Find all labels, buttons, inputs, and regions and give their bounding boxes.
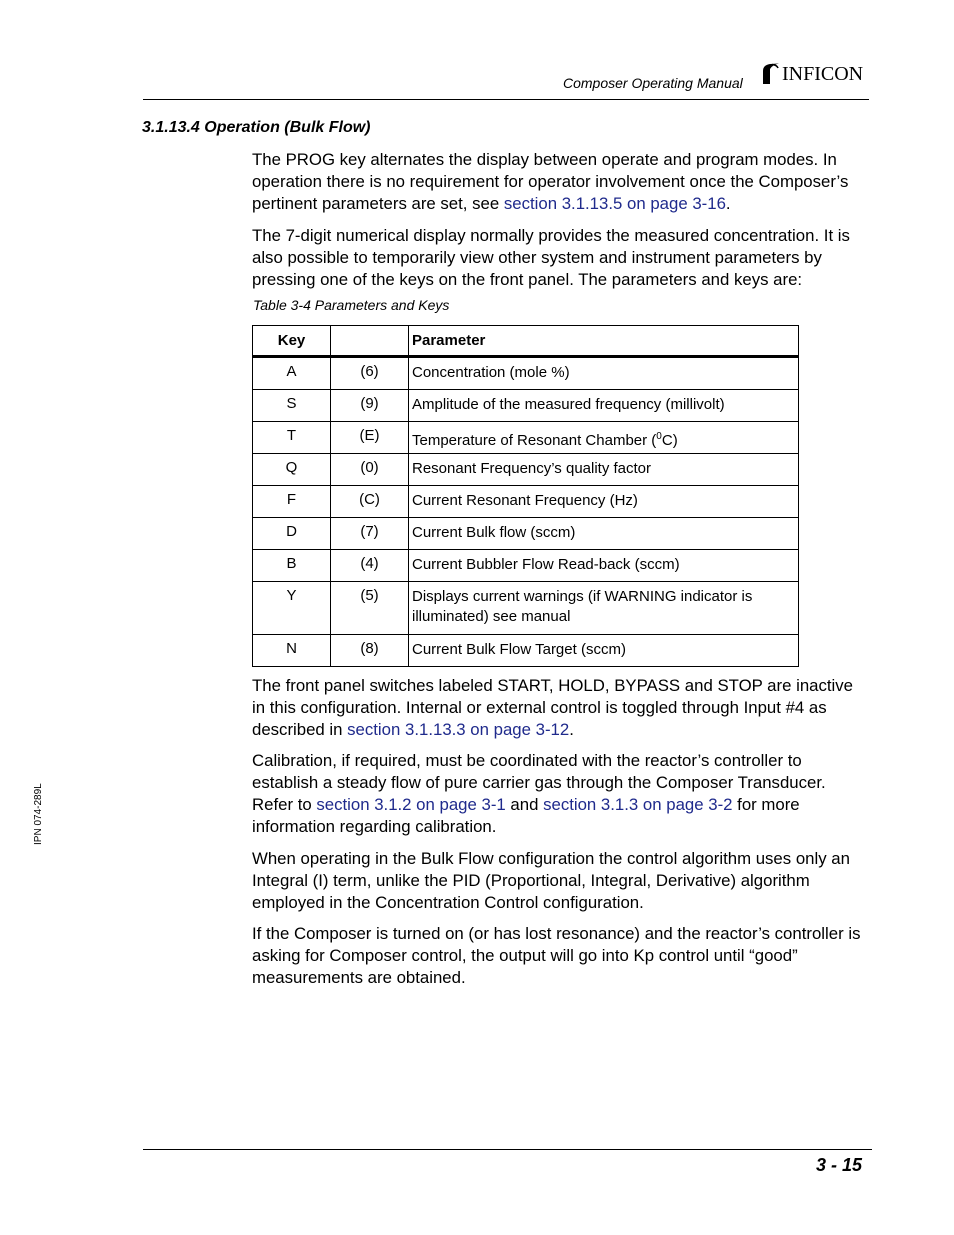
header-rule	[143, 99, 869, 100]
cell-parameter: Resonant Frequency’s quality factor	[409, 454, 799, 486]
cell-key: A	[253, 357, 331, 390]
table-row	[253, 454, 799, 486]
link-section-3-1-13-3[interactable]: section 3.1.13.3 on page 3-12	[347, 720, 570, 739]
cell-parameter: Displays current warnings (if WARNING indicator is illuminated) see manual	[409, 582, 799, 635]
table-row	[253, 635, 799, 667]
section-heading: 3.1.13.4 Operation (Bulk Flow)	[142, 119, 371, 136]
cell-code: (7)	[331, 518, 409, 550]
cell-code: (9)	[331, 390, 409, 422]
cell-parameter: Current Bulk flow (sccm)	[409, 518, 799, 550]
manual-title: Composer Operating Manual	[563, 75, 743, 91]
cell-key: T	[253, 422, 331, 454]
p3-text-after: .	[569, 720, 574, 739]
cell-parameter-after: C)	[661, 432, 678, 449]
paragraph-bulk-flow-algorithm	[252, 848, 870, 914]
cell-code: (4)	[331, 550, 409, 582]
p2-text: The 7-digit numerical display normally provides the measured concentration. It is also possible to temporarily view other system and instrument parameters by pressing one of the keys on the front panel. The parameters and keys are:	[252, 226, 850, 289]
cell-code: (E)	[331, 422, 409, 454]
table-row	[253, 357, 799, 390]
cell-parameter: Current Bulk Flow Target (sccm)	[409, 635, 799, 667]
table-header-parameter: Parameter	[409, 326, 799, 357]
cell-key: N	[253, 635, 331, 667]
page-number: 3 - 15	[816, 1155, 863, 1175]
table-header-code	[331, 326, 409, 357]
cell-key: D	[253, 518, 331, 550]
table-row	[253, 518, 799, 550]
p4-text-before: Calibration, if required, must be coordinated with the reactor’s controller to establish a steady flow of pure carrier gas through the Composer Transducer. Refer to	[252, 751, 826, 814]
cell-key: Y	[253, 582, 331, 635]
cell-code: (C)	[331, 486, 409, 518]
cell-parameter-before: Temperature of Resonant Chamber (	[412, 432, 657, 449]
p1-text-after: .	[725, 194, 731, 213]
link-section-3-1-3[interactable]: section 3.1.3 on page 3-2	[543, 795, 733, 814]
cell-code: (5)	[331, 582, 409, 635]
table-row	[253, 422, 799, 454]
cell-code: (6)	[331, 357, 409, 390]
footer-rule	[143, 1149, 872, 1150]
cell-key: B	[253, 550, 331, 582]
document-id: IPN 074-289L	[33, 783, 44, 845]
p1-text-before: The PROG key alternates the display between operate and program modes. In operation there is no requirement for operator involvement once the Composer’s pertinent parameters are set, see	[252, 150, 849, 213]
cell-parameter: Current Bubbler Flow Read-back (sccm)	[409, 550, 799, 582]
cell-parameter: Current Resonant Frequency (Hz)	[409, 486, 799, 518]
cell-key: Q	[253, 454, 331, 486]
table-caption: Table 3-4 Parameters and Keys	[253, 297, 450, 313]
p5-text: When operating in the Bulk Flow configuration the control algorithm uses only an Integral (I) term, unlike the PID (Proportional, Integral, Derivative) algorithm employed in the Concentration Control configuration.	[252, 849, 850, 912]
table-header-row	[253, 326, 799, 357]
paragraph-numerical-display	[252, 225, 870, 291]
logo-text: INFICON	[782, 62, 864, 85]
link-section-3-1-2[interactable]: section 3.1.2 on page 3-1	[316, 795, 506, 814]
paragraph-kp-control	[252, 923, 870, 989]
cell-code: (8)	[331, 635, 409, 667]
paragraph-prog-key	[252, 149, 870, 215]
p4-text-middle: and	[505, 795, 544, 814]
cell-parameter-superscript: 0	[656, 431, 662, 442]
paragraph-calibration	[252, 750, 870, 838]
p6-text: If the Composer is turned on (or has lost resonance) and the reactor’s controller is asking for Composer control, the output will go into Kp control until “good” measurements are obtained.	[252, 924, 861, 987]
cell-parameter	[409, 422, 799, 454]
cell-parameter: Concentration (mole %)	[409, 357, 799, 390]
parameters-keys-table	[252, 325, 799, 667]
table-header-key: Key	[253, 326, 331, 357]
paragraph-front-panel-switches	[252, 675, 870, 741]
cell-key: F	[253, 486, 331, 518]
link-section-3-1-13-5[interactable]: section 3.1.13.5 on page 3-16	[503, 194, 726, 213]
table-row	[253, 582, 799, 635]
inficon-logo-icon	[759, 62, 781, 86]
cell-key: S	[253, 390, 331, 422]
table-row	[253, 486, 799, 518]
table-row	[253, 390, 799, 422]
cell-parameter: Amplitude of the measured frequency (millivolt)	[409, 390, 799, 422]
table-row	[253, 550, 799, 582]
cell-code: (0)	[331, 454, 409, 486]
p4-text-after: for more information regarding calibration.	[252, 795, 800, 836]
inficon-logo	[759, 62, 863, 86]
p3-text-before: The front panel switches labeled START, HOLD, BYPASS and STOP are inactive in this configuration. Internal or external control is toggled through Input #4 as described in	[252, 676, 854, 739]
